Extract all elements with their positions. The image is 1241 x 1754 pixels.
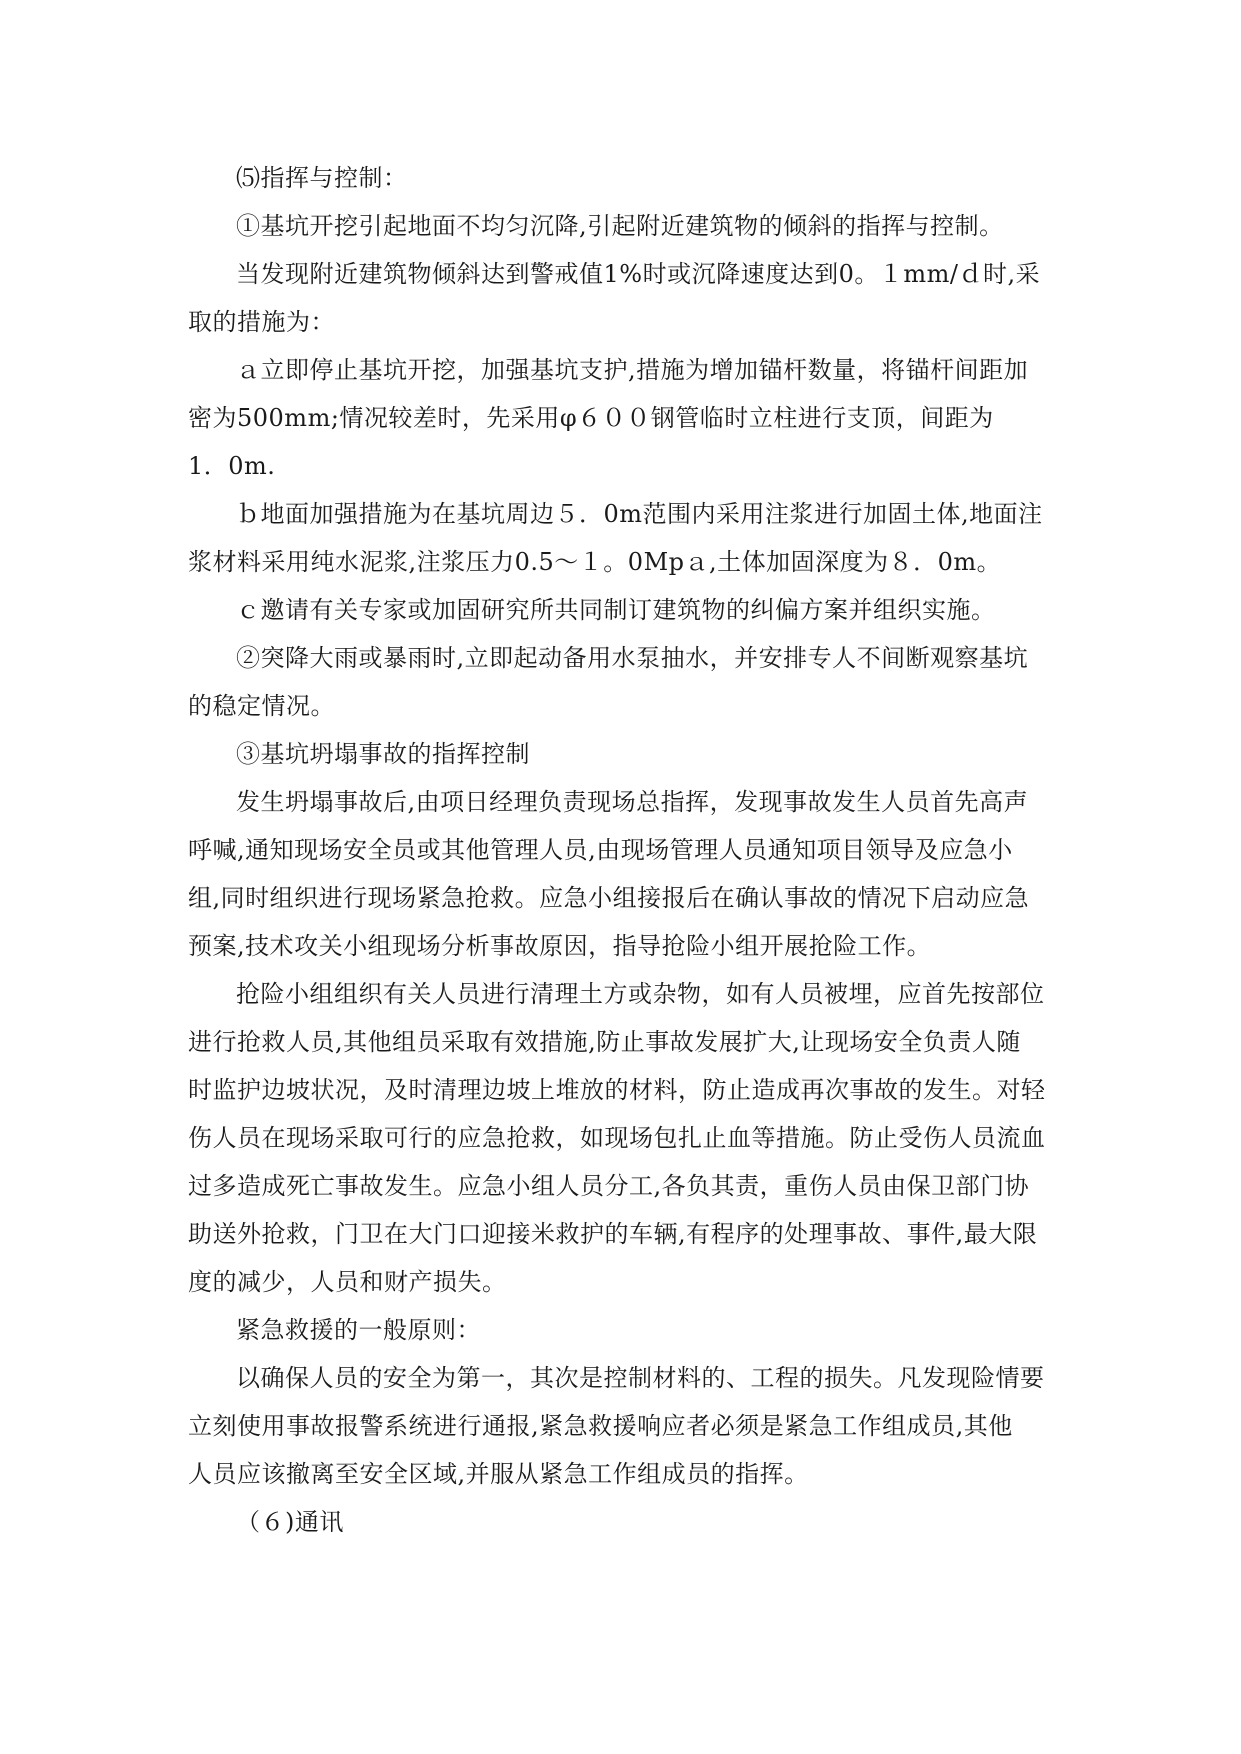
text-line: 进行抢救人员,其他组员采取有效措施,防止事故发展扩大,让现场安全负责人随 <box>188 1028 1021 1056</box>
paragraph-warning-value <box>188 250 1060 346</box>
paragraph-rescue-team <box>188 970 1060 1306</box>
text-line: 呼喊,通知现场安全员或其他管理人员,由现场管理人员通知项目领导及应急小 <box>188 836 1013 864</box>
text-line: 以确保人员的安全为第一，其次是控制材料的、工程的损失。凡发现险情要 <box>236 1364 1045 1392</box>
text-line: 紧急救援的一般原则： <box>236 1316 481 1344</box>
text-line: 1．0m. <box>188 452 276 480</box>
item-heavy-rain <box>188 634 1060 730</box>
measure-c <box>188 586 1060 634</box>
text-line: 密为500mm;情况较差时，先采用φ６００钢管临时立柱进行支顶，间距为 <box>188 404 994 432</box>
text-line: 人员应该撤离至安全区域,并服从紧急工作组成员的指挥。 <box>188 1460 809 1488</box>
text-line: 时监护边坡状况，及时清理边坡上堆放的材料，防止造成再次事故的发生。对轻 <box>188 1076 1046 1104</box>
text-line: 的稳定情况。 <box>188 692 335 720</box>
text-line: ②突降大雨或暴雨时,立即起动备用水泵抽水，并安排专人不间断观察基坑 <box>236 644 1029 672</box>
paragraph-principles <box>188 1354 1060 1498</box>
text-line: 度的减少，人员和财产损失。 <box>188 1268 507 1296</box>
item-collapse-control <box>188 730 1060 778</box>
text-line: 助送外抢救，门卫在大门口迎接米救护的车辆,有程序的处理事故、事件,最大限 <box>188 1220 1038 1248</box>
measure-b <box>188 490 1060 586</box>
text-line: ①基坑开挖引起地面不均匀沉降,引起附近建筑物的倾斜的指挥与控制。 <box>236 212 1004 240</box>
text-line: 取的措施为： <box>188 308 335 336</box>
text-line: 预案,技术攻关小组现场分析事故原因，指导抢险小组开展抢险工作。 <box>188 932 932 960</box>
body-text <box>188 154 1060 1546</box>
text-line: 组,同时组织进行现场紧急抢救。应急小组接报后在确认事故的情况下启动应急 <box>188 884 1030 912</box>
section-heading-communication <box>188 1498 1060 1546</box>
text-line: 抢险小组组织有关人员进行清理土方或杂物，如有人员被埋，应首先按部位 <box>236 980 1045 1008</box>
text-line: ａ立即停止基坑开挖，加强基坑支护,措施为增加锚杆数量，将锚杆间距加 <box>236 356 1029 384</box>
heading-general-principles <box>188 1306 1060 1354</box>
text-line: 浆材料采用纯水泥浆,注浆压力0.5～１。0Mpａ,土体加固深度为８．0m。 <box>188 548 1002 576</box>
text-line: 发生坍塌事故后,由项日经理负责现场总指挥，发现事故发生人员首先高声 <box>236 788 1029 816</box>
text-line: ｂ地面加强措施为在基坑周边５．0m范围内采用注浆进行加固土体,地面注 <box>236 500 1043 528</box>
paragraph-collapse-response <box>188 778 1060 970</box>
section-heading-command-control <box>188 154 1060 202</box>
text-line: 当发现附近建筑物倾斜达到警戒值1%时或沉降速度达到0。１mm/ｄ时,采 <box>236 260 1041 288</box>
measure-a <box>188 346 1060 490</box>
text-line: （６)通讯 <box>236 1508 344 1536</box>
text-line: 伤人员在现场采取可行的应急抢救，如现场包扎止血等措施。防止受伤人员流血 <box>188 1124 1046 1152</box>
text-line: 立刻使用事故报警系统进行通报,紧急救援响应者必须是紧急工作组成员,其他 <box>188 1412 1013 1440</box>
item-uneven-settlement <box>188 202 1060 250</box>
text-line: ⑸指挥与控制： <box>236 164 408 192</box>
text-line: 过多造成死亡事故发生。应急小组人员分工,各负其责，重伤人员由保卫部门协 <box>188 1172 1030 1200</box>
text-line: ｃ邀请有关专家或加固研究所共同制订建筑物的纠偏方案并组织实施。 <box>236 596 996 624</box>
text-line: ③基坑坍塌事故的指挥控制 <box>236 740 530 768</box>
